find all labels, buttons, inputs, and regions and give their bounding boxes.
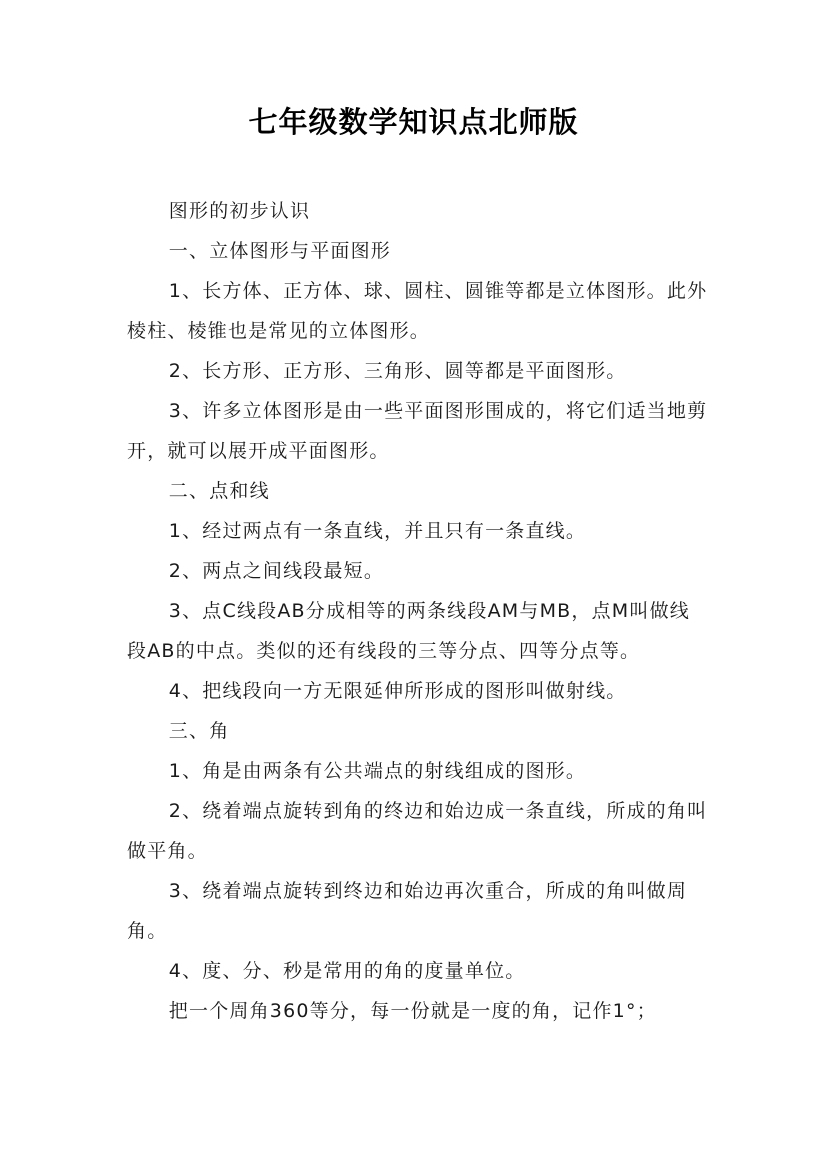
- paragraph: 3、许多立体图形是由一些平面图形围成的，将它们适当地剪开，就可以展开成平面图形。: [127, 400, 708, 462]
- paragraph-section-heading: 图形的初步认识: [168, 200, 311, 222]
- paragraph: 2、绕着端点旋转到角的终边和始边成一条直线，所成的角叫做平角。: [127, 800, 708, 862]
- paragraph-heading-3: 三、角: [168, 720, 230, 742]
- paragraph: 3、绕着端点旋转到终边和始边再次重合，所成的角叫做周角。: [127, 880, 688, 942]
- paragraph: 4、度、分、秒是常用的角的度量单位。: [168, 960, 526, 982]
- paragraph: 把一个周角360等分，每一份就是一度的角，记作1°；: [168, 1000, 657, 1022]
- paragraph: 1、长方体、正方体、球、圆柱、圆锥等都是立体图形。此外棱柱、棱锥也是常见的立体图形。: [127, 280, 708, 342]
- paragraph-heading-1: 一、立体图形与平面图形: [168, 240, 391, 262]
- paragraph: 2、两点之间线段最短。: [168, 560, 385, 582]
- paragraph: 1、经过两点有一条直线，并且只有一条直线。: [168, 520, 587, 542]
- paragraph-heading-2: 二、点和线: [168, 480, 270, 502]
- paragraph: 4、把线段向一方无限延伸所形成的图形叫做射线。: [168, 680, 627, 702]
- paragraph: 2、长方形、正方形、三角形、圆等都是平面图形。: [168, 360, 627, 382]
- document-body: [127, 191, 709, 1031]
- document-title: 七年级数学知识点北师版: [248, 105, 579, 139]
- paragraph: 1、角是由两条有公共端点的射线组成的图形。: [168, 760, 587, 782]
- paragraph: 3、点C线段AB分成相等的两条线段AM与MB，点M叫做线段AB的中点。类似的还有线段的三等分点、四等分点等。: [127, 600, 690, 662]
